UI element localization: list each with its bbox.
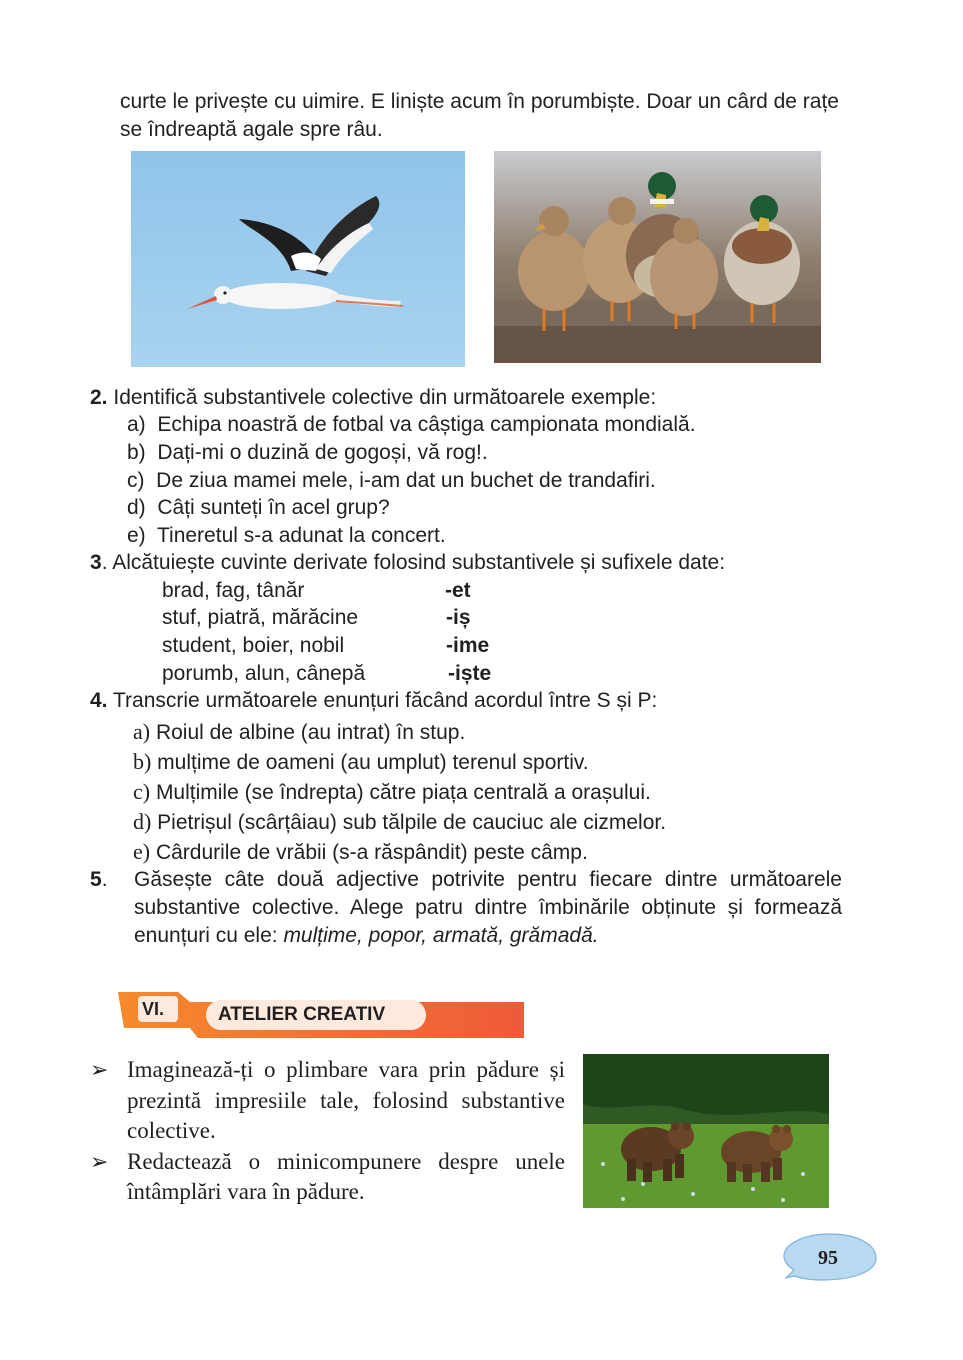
ex3-suffix: -iște xyxy=(448,662,492,685)
item-text: Câți sunteți în acel grup? xyxy=(157,496,390,519)
ex4-number: 4. xyxy=(90,689,108,712)
ex3-words: stuf, piatră, mărăcine xyxy=(162,606,359,629)
ex2-title xyxy=(90,386,656,410)
ex3-suffix: -iș xyxy=(446,606,471,629)
list-item xyxy=(127,441,488,465)
ex3-suffix: -et xyxy=(445,579,471,602)
item-text: Echipa noastră de fotbal va câștiga campionata mondială. xyxy=(157,413,696,436)
item-marker: d) xyxy=(127,496,146,519)
list-item xyxy=(90,1055,565,1147)
stork-photo xyxy=(131,151,465,367)
section-roman: VI. xyxy=(142,999,165,1019)
intro-paragraph: curte le privește cu uimire. E liniște acum în porumbiște. Doar un cârd de rațe se îndreaptă agale spre râu. xyxy=(120,90,839,141)
list-item xyxy=(133,809,666,835)
ducks-photo xyxy=(494,151,821,363)
list-item xyxy=(127,469,656,493)
list-item xyxy=(133,839,588,865)
ex5-italic-words: mulțime, popor, armată, grămadă. xyxy=(283,924,599,947)
section-title: ATELIER CREATIV xyxy=(218,1004,386,1025)
ex2-number: 2. xyxy=(90,386,108,409)
task-text: Redactează o minicompunere despre unele întâmplări vara în pădure. xyxy=(127,1148,565,1204)
item-text: Mulțimile (se îndrepta) către piața centrală a orașului. xyxy=(155,781,651,804)
item-text: Cârdurile de vrăbii (s-a răspândit) peste câmp. xyxy=(155,841,588,864)
item-marker: e) xyxy=(133,839,151,864)
ex3-title xyxy=(90,551,725,575)
item-marker: a) xyxy=(127,413,146,436)
item-marker: b) xyxy=(127,441,146,464)
creative-tasks xyxy=(90,1055,565,1208)
ex5-body xyxy=(90,866,842,950)
ex5-number: 5 xyxy=(90,868,102,891)
list-item xyxy=(133,779,651,805)
page-number-badge xyxy=(782,1232,878,1282)
ex3-words: student, boier, nobil xyxy=(162,634,345,657)
item-marker: b) xyxy=(133,749,152,774)
item-text: Roiul de albine (au intrat) în stup. xyxy=(155,721,466,744)
item-marker: c) xyxy=(133,779,151,804)
page-number: 95 xyxy=(818,1247,838,1269)
item-marker: e) xyxy=(127,524,146,547)
ex3-words: brad, fag, tânăr xyxy=(162,579,305,602)
item-marker: c) xyxy=(127,469,145,492)
list-item xyxy=(127,496,390,520)
ex3-words: porumb, alun, cânepă xyxy=(162,662,366,685)
item-text: mulțime de oameni (au umplut) terenul sportiv. xyxy=(157,751,589,774)
ex5-lead: . xyxy=(101,868,108,891)
list-item xyxy=(127,524,446,548)
item-marker: d) xyxy=(133,809,152,834)
ex4-title-text: Transcrie următoarele enunțuri făcând acordul între S și P: xyxy=(112,689,658,712)
ex3-suffix: -ime xyxy=(446,634,490,657)
ex5-label xyxy=(90,866,108,894)
list-item xyxy=(127,413,696,437)
ex5-text: Găsește câte două adjective potrivite pentru fiecare dintre următoarele substantive colective. Alege patru dintre îmbinările obținute și formează enunțuri cu ele: xyxy=(134,868,842,947)
task-text: Imaginează-ți o plimbare vara prin pădure și prezintă impresiile tale, folosind substantive colective. xyxy=(127,1057,565,1143)
section-banner xyxy=(118,992,524,1038)
item-text: Dați-mi o duzină de gogoși, vă rog!. xyxy=(157,441,488,464)
item-text: De ziua mamei mele, i-am dat un buchet de trandafiri. xyxy=(156,469,656,492)
arrow-bullet-icon: ➢ xyxy=(90,1148,109,1174)
item-text: Tineretul s-a adunat la concert. xyxy=(156,524,446,547)
list-item xyxy=(90,1147,565,1208)
list-item xyxy=(133,749,589,775)
ex5-block xyxy=(90,866,842,950)
item-marker: a) xyxy=(133,719,151,744)
ex2-title-text: Identifică substantivele colective din următoarele exemple: xyxy=(113,386,657,409)
ex3-number: 3 xyxy=(90,551,102,574)
list-item xyxy=(133,719,465,745)
arrow-bullet-icon: ➢ xyxy=(90,1057,109,1082)
ex3-title-text: . Alcătuiește cuvinte derivate folosind substantivele și sufixele date: xyxy=(101,551,726,574)
item-text: Pietrișul (scârțâiau) sub tălpile de cauciuc ale cizmelor. xyxy=(157,811,667,834)
ex4-title xyxy=(90,689,657,713)
bears-photo xyxy=(583,1054,829,1208)
